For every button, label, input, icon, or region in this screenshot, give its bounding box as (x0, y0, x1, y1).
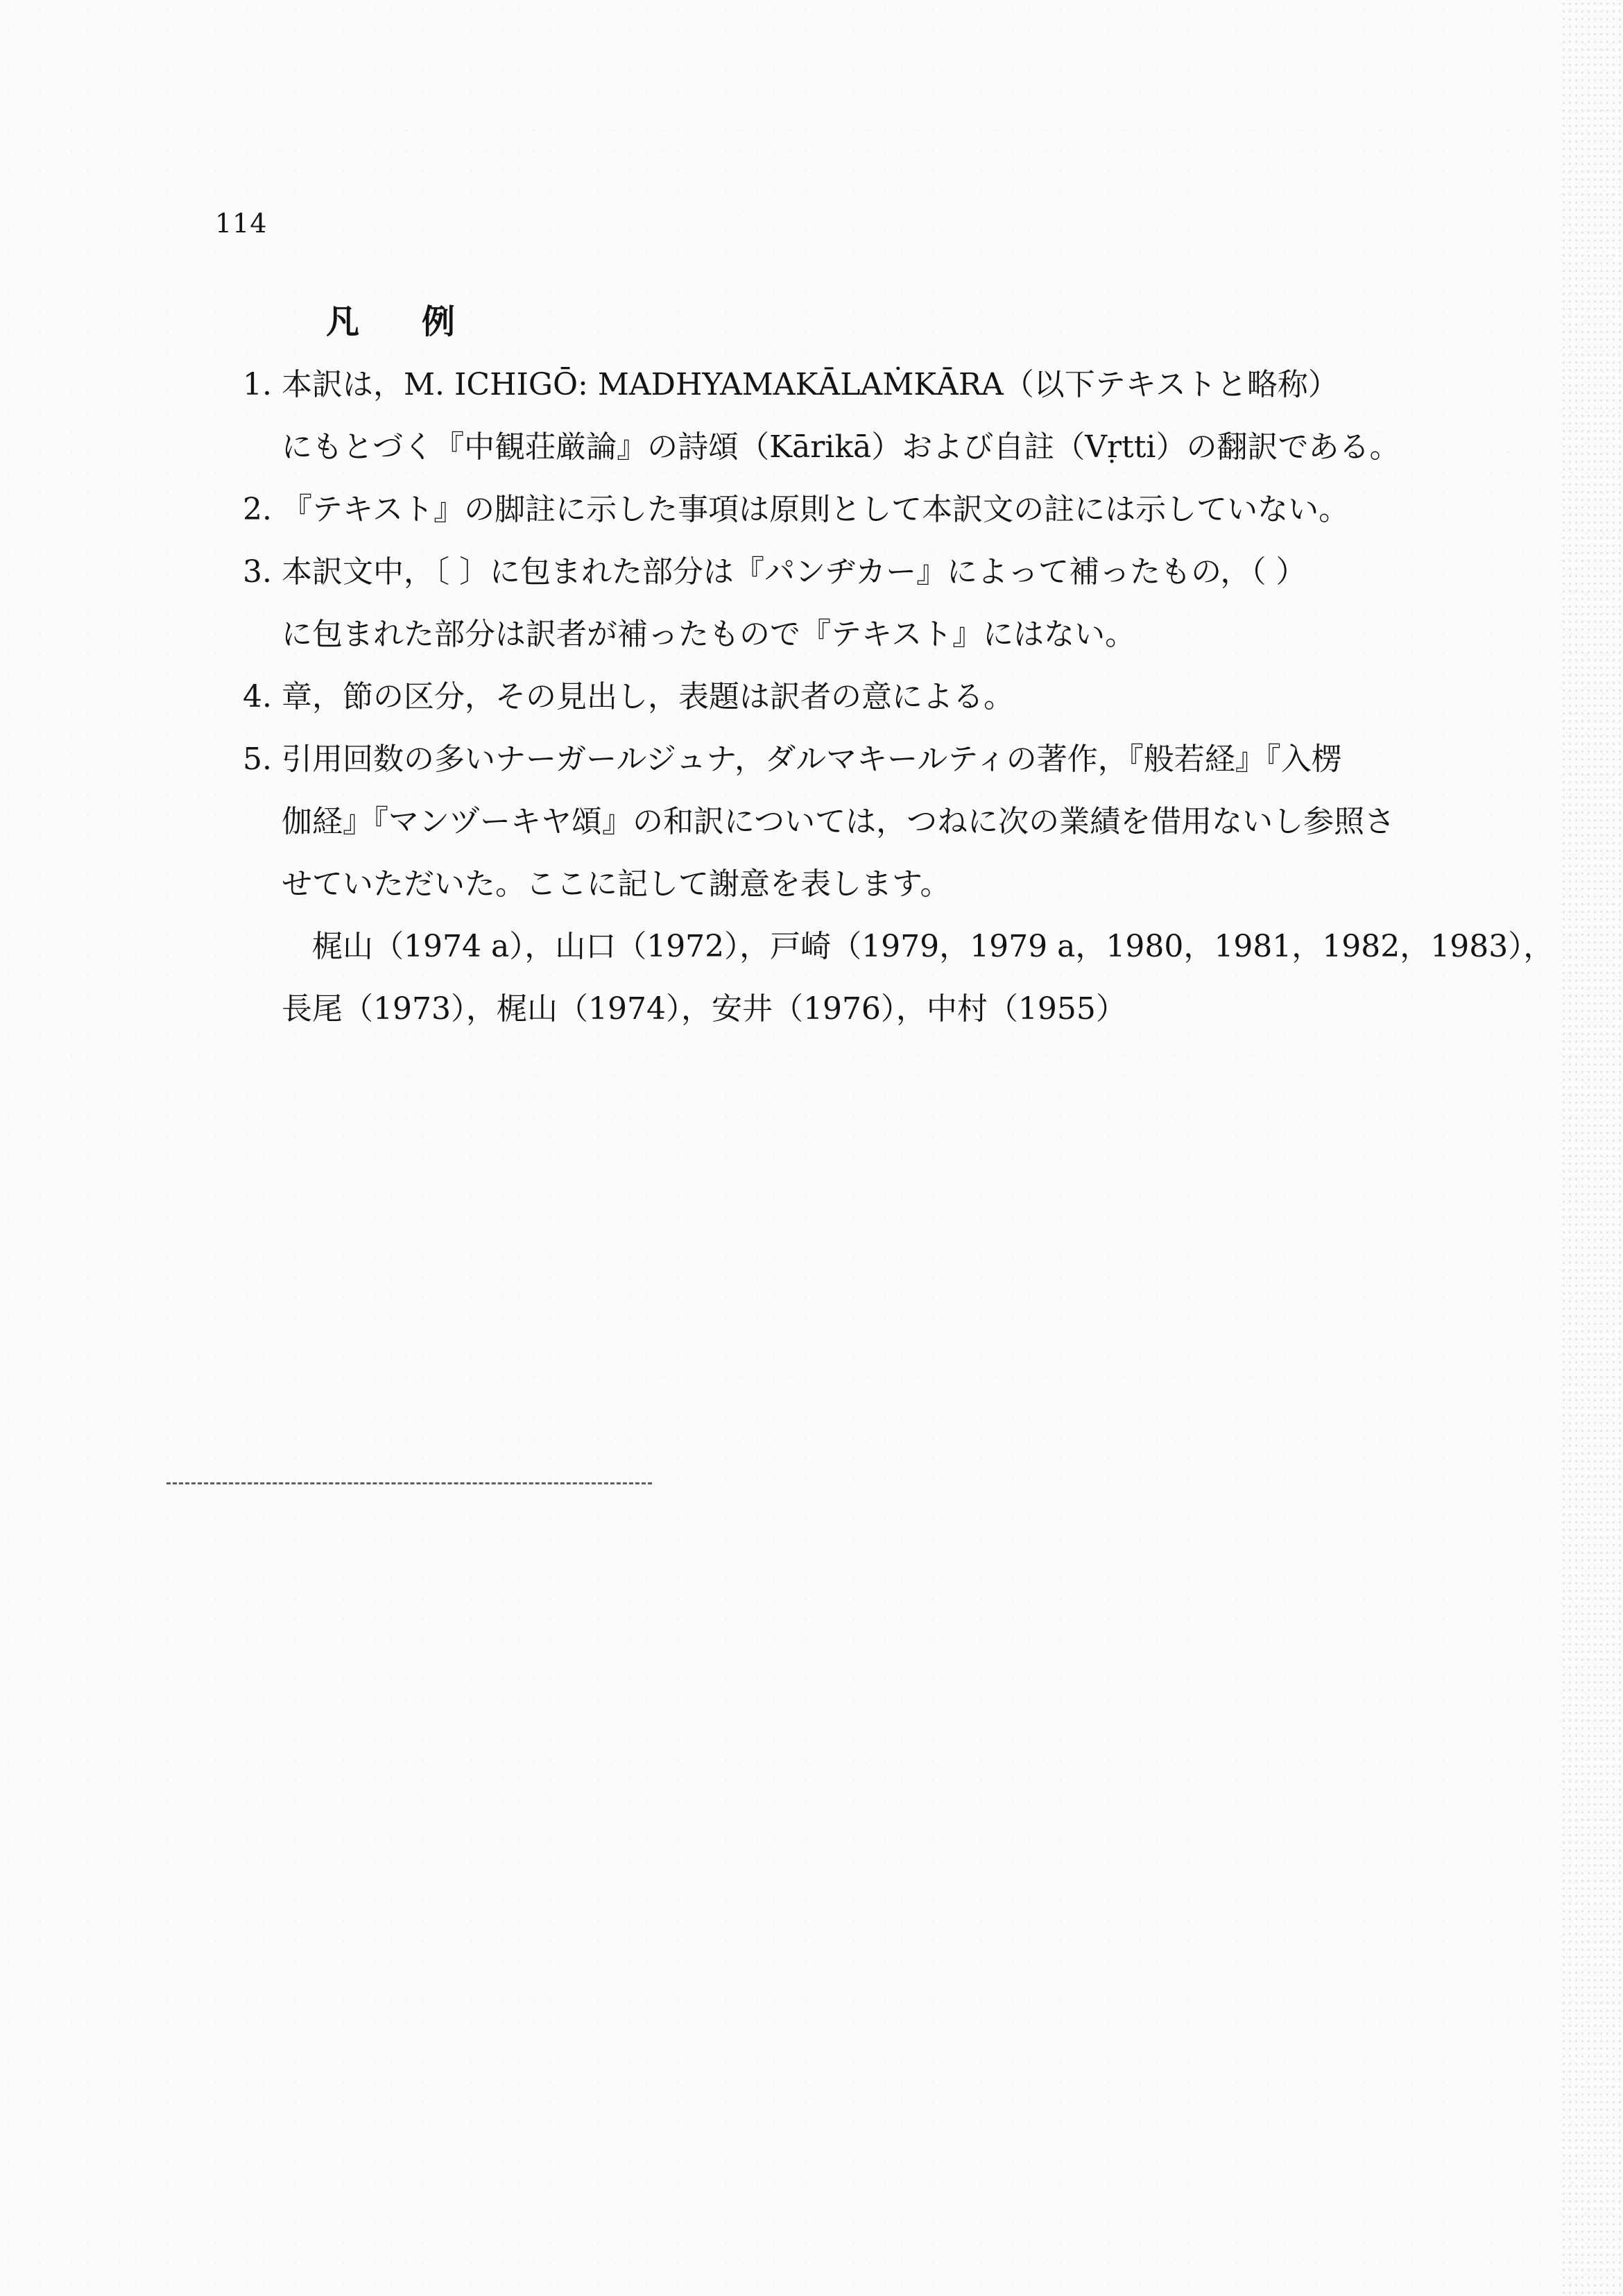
note-line: 伽経』『マンヅーキヤ頌』の和訳については，つねに次の業績を借用ないし参照さ (282, 804, 1396, 839)
note-item-3 (243, 541, 1443, 666)
note-line: にもとづく『中観荘厳論』の詩頌（Kārikā）および自註（Vṛtti）の翻訳である。 (282, 429, 1400, 465)
note-line: 本訳文中，〔 〕に包まれた部分は『パンヂカー』によって補ったもの，（ ） (282, 554, 1307, 590)
note-item-2 (243, 479, 1443, 541)
note-number: 4. (243, 679, 272, 714)
scan-edge-noise (1561, 0, 1623, 2296)
note-item-5 (243, 728, 1443, 916)
note-line: せていただいた。ここに記して謝意を表します。 (282, 866, 951, 902)
note-line: 本訳は，M. ICHIGŌ: MADHYAMAKĀLAṀKĀRA（以下テキストと略称） (282, 367, 1339, 402)
note-number: 5. (243, 742, 272, 777)
reference-line: 長尾（1973），梶山（1974），安井（1976），中村（1955） (282, 991, 1126, 1027)
note-number: 3. (243, 554, 272, 590)
note-line: に包まれた部分は訳者が補ったもので『テキスト』にはない。 (282, 617, 1136, 652)
note-line: 『テキスト』の脚註に示した事項は原則として本訳文の註には示していない。 (282, 492, 1350, 527)
explanatory-notes (243, 354, 1554, 1040)
note-number: 2. (243, 492, 272, 527)
note-item-1 (243, 354, 1443, 479)
footnote-divider (166, 1482, 652, 1484)
reference-line: 梶山（1974 a），山口（1972），戸崎（1979，1979 a，1980，1981，1982，1983）， (312, 929, 1554, 964)
note-line: 章，節の区分，その見出し，表題は訳者の意による。 (282, 679, 1014, 714)
note-item-4 (243, 666, 1443, 728)
note-line: 引用回数の多いナーガールジュナ，ダルマキールティの著作，『般若経』『入楞 (282, 742, 1342, 777)
note-number: 1. (243, 367, 272, 402)
page-number: 114 (215, 208, 268, 239)
section-heading: 凡例 (326, 302, 518, 341)
reference-list (243, 916, 1554, 1040)
